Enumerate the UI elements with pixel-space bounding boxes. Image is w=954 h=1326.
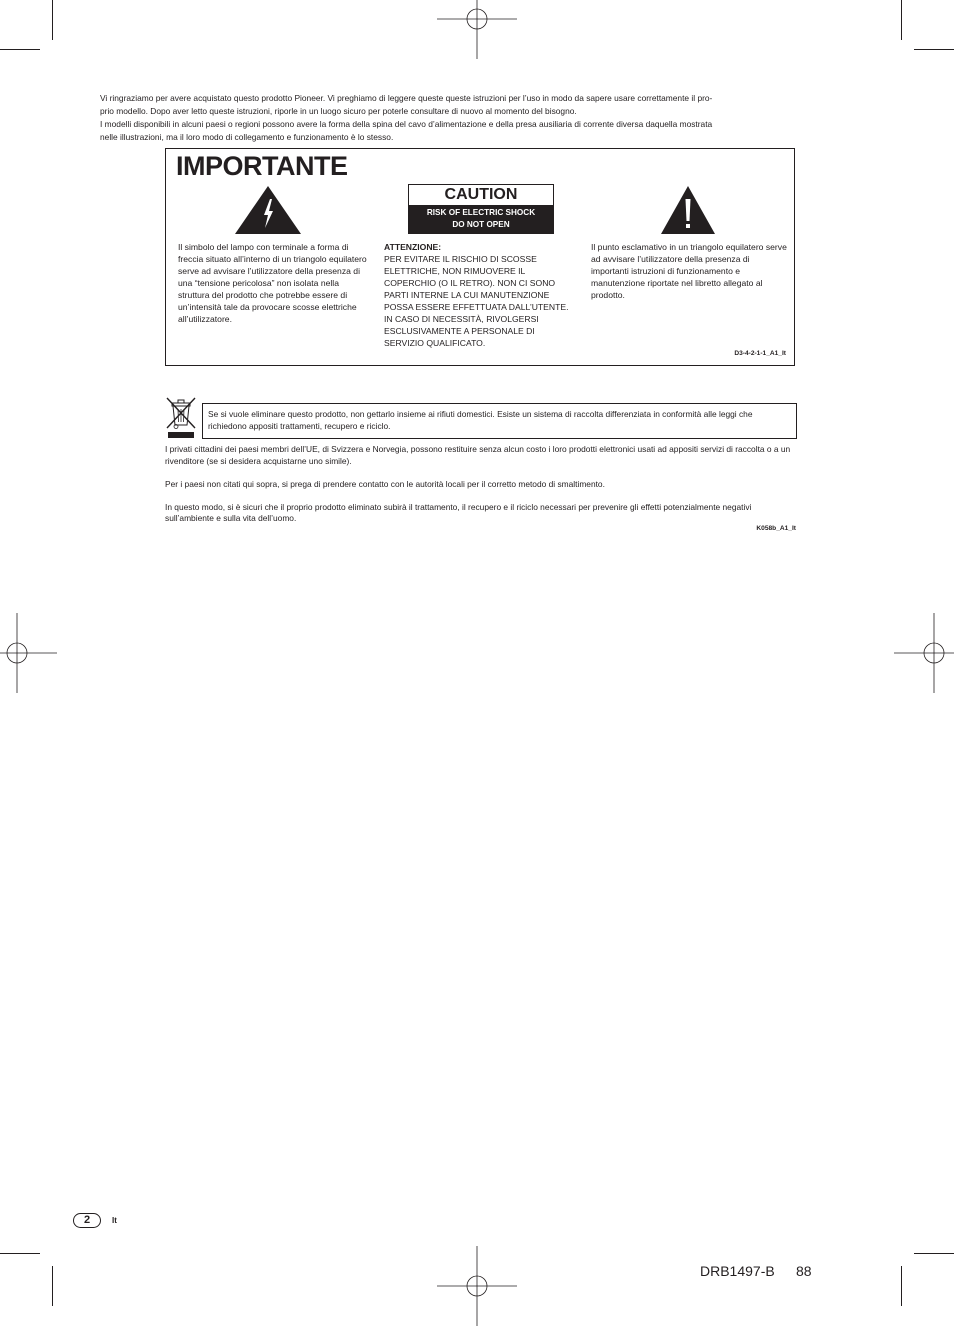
language-label: It [112, 1216, 117, 1225]
intro-line: prio modello. Dopo aver letto queste istruzioni, riporle in un luogo sicuro per poterle consultare di nuovo al momento del bisogno. [100, 106, 577, 116]
registration-mark-icon [0, 613, 57, 693]
caution-heading: CAUTION [444, 186, 518, 203]
disposal-notice: Se si vuole eliminare questo prodotto, non gettarlo insieme ai rifiuti domestici. Esiste un sistema di raccolta differenziata in conformità alle leggi che richiedono appositi trattamenti, recupero e riciclo. [202, 403, 797, 439]
crop-mark [52, 0, 53, 40]
attention-block [384, 241, 574, 349]
intro-line: Vi ringraziamo per avere acquistato questo prodotto Pioneer. Vi preghiamo di leggere queste queste istruzioni per l’uso in modo da sapere usare correttamente il pro- [100, 93, 713, 103]
crop-mark [0, 1253, 40, 1254]
importante-box [165, 148, 795, 366]
exclamation-warning-icon [660, 185, 716, 235]
crop-mark [52, 1266, 53, 1306]
intro-line: nelle illustrazioni, ma il loro modo di collegamento e funzionamento è lo stesso. [100, 132, 394, 142]
caution-subtext-line: RISK OF ELECTRIC SHOCK [426, 208, 536, 217]
registration-mark-icon [437, 1246, 517, 1326]
crop-mark [914, 49, 954, 50]
disposal-paragraph: I privati cittadini dei paesi membri dell’UE, di Svizzera e Norvegia, possono restituire senza alcun costo i loro prodotti elettronici usati ad appositi servizi di raccolta o a un rivenditore (se si desidera acquistarne uno simile). [165, 444, 791, 466]
crop-mark [901, 1266, 902, 1306]
crop-mark [0, 49, 40, 50]
doc-code: D3-4-2-1-1_A1_It [734, 350, 786, 357]
disposal-paragraph: In questo modo, si è sicuri che il proprio prodotto eliminato subirà il trattamento, il recupero e il riciclo necessari per prevenire gli effetti potenzialmente negativi sull’ambiente e sulla vita dell’uomo. [165, 501, 752, 523]
lightning-description: Il simbolo del lampo con terminale a forma di freccia situato all’interno di un triangolo equilatero serve ad avvisare l’utilizzatore della presenza di una “tensione pericolosa” non isolata nella struttura del prodotto che potrebbe essere di un’intensità tale da provocare scosse elettriche all’utilizzatore. [178, 242, 367, 324]
registration-mark-icon [437, 0, 517, 59]
caution-subtext-line: DO NOT OPEN [452, 220, 510, 229]
lightning-warning-icon [233, 185, 303, 235]
document-page: 88 [796, 1263, 812, 1279]
attention-text: PER EVITARE IL RISCHIO DI SCOSSE ELETTRICHE, NON RIMUOVERE IL COPERCHIO (O IL RETRO). NON CI SONO PARTI INTERNE LA CUI MANUTENZIONE POSSA ESSERE EFFETTUATA DALL’UTENTE. IN CASO DI NECESSITÀ, RIVOLGERSI ESCLUSIVAMENTE A PERSONALE DI SERVIZIO QUALIFICATO. [384, 254, 569, 348]
crossed-bin-icon [165, 395, 197, 441]
disposal-code: K058b_A1_It [756, 525, 796, 532]
caution-label [408, 184, 554, 234]
disposal-paragraph: Per i paesi non citati qui sopra, si prega di prendere contatto con le autorità locali per il corretto metodo di smaltimento. [165, 478, 605, 489]
crop-mark [914, 1253, 954, 1254]
registration-mark-icon [894, 613, 954, 693]
intro-text [100, 92, 852, 144]
document-reference: DRB1497-B [700, 1263, 775, 1279]
intro-line: I modelli disponibili in alcuni paesi o regioni possono avere la forma della spina del cavo d’alimentazione e della presa ausiliaria di corrente diversa daquella mostrata [100, 119, 713, 129]
importante-title: IMPORTANTE [176, 151, 348, 181]
attention-heading: ATTENZIONE: [384, 242, 442, 252]
disposal-info [165, 444, 797, 525]
caution-subtext [409, 205, 553, 233]
exclamation-description: Il punto esclamativo in un triangolo equilatero serve ad avvisare l’utilizzatore della presenza di importanti istruzioni di funzionamento e manutenzione riportate nel libretto allegato al prodotto. [591, 242, 787, 300]
page-number: 2 [73, 1213, 101, 1228]
crop-mark [901, 0, 902, 40]
